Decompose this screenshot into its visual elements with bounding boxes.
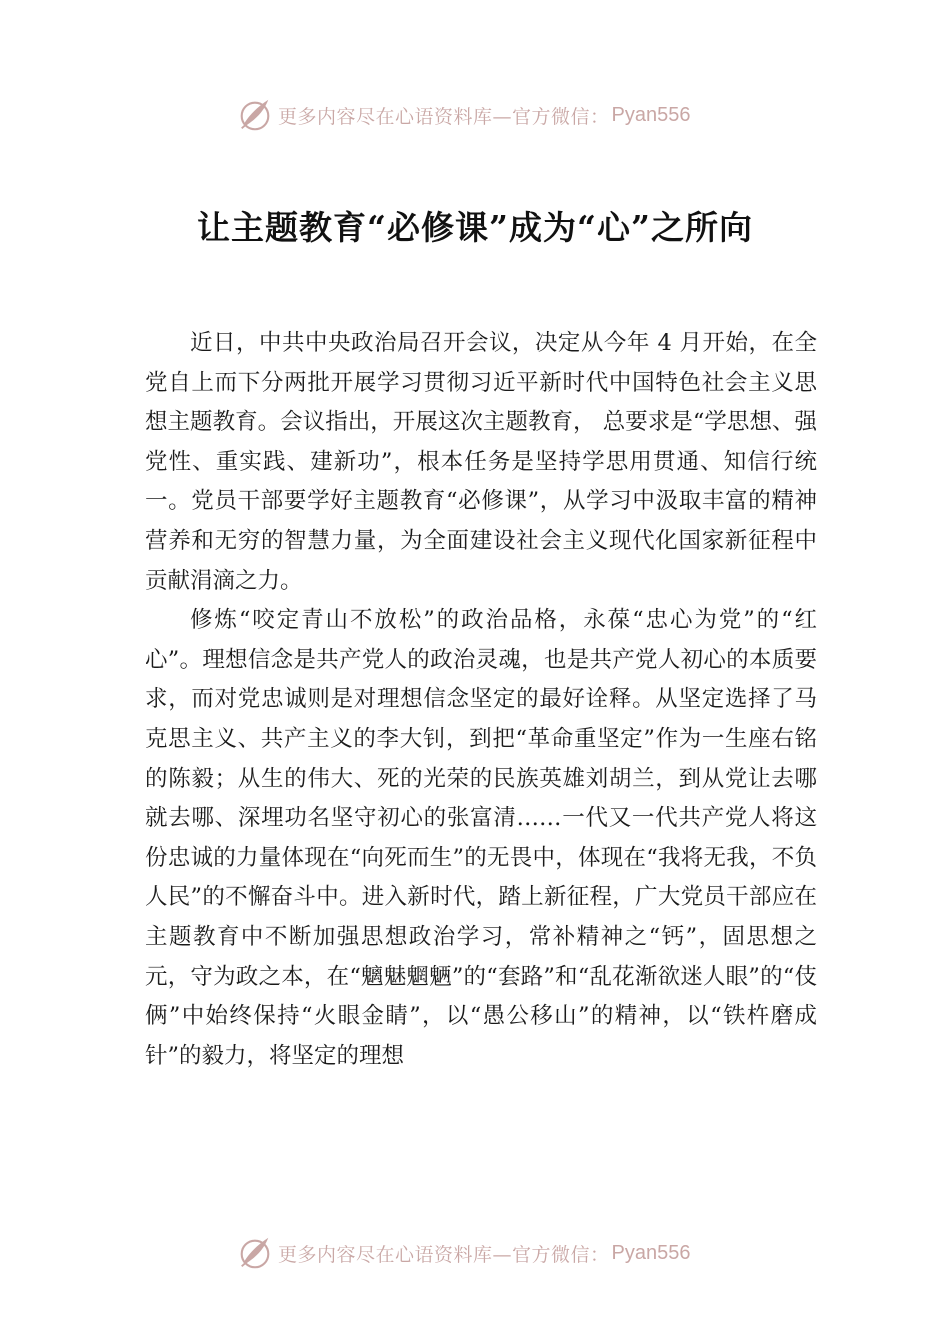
watermark-text: 更多内容尽在心语资料库—官方微信： — [278, 1243, 610, 1266]
quill-logo-icon — [236, 1234, 274, 1272]
watermark-text: 更多内容尽在心语资料库—官方微信： — [278, 105, 610, 128]
watermark-wechat-id: Pyan556 — [611, 1241, 691, 1264]
quill-logo-icon — [236, 96, 274, 134]
watermark-wechat-id: Pyan556 — [611, 103, 691, 126]
header-watermark — [236, 95, 690, 135]
paragraph: 近日，中共中央政治局召开会议，决定从今年 4 月开始，在全党自上而下分两批开展学习贯彻习近平新时代中国特色社会主义思想主题教育。会议指出，开展这次主题教育， 总要求是“学思想、强党性、重实践、建新功”，根本任务是坚持学思用贯通、知信行统一。党员干部要学好主题教育“必修课”，从学习中汲取丰富的精神营养和无穷的智慧力量，为全面建设社会主义现代化国家新征程中贡献涓滴之力。 — [145, 330, 817, 594]
paragraph: 修炼“咬定青山不放松”的政治品格，永葆“忠心为党”的“红心”。理想信念是共产党人的政治灵魂，也是共产党人初心的本质要求，而对党忠诚则是对理想信念坚定的最好诠释。从坚定选择了马克思主义、共产主义的李大钊，到把“革命重坚定”作为一生座右铭的陈毅；从生的伟大、死的光荣的民族英雄刘胡兰，到从党让去哪就去哪、深埋功名坚守初心的张富清……一代又一代共产党人将这份忠诚的力量体现在“向死而生”的无畏中，体现在“我将无我，不负人民”的不懈奋斗中。进入新时代，踏上新征程，广大党员干部应在主题教育中不断加强思想政治学习，常补精神之“钙”，固思想之元，守为政之本，在“魑魅魍魉”的“套路”和“乱花渐欲迷人眼”的“伎俩”中始终保持“火眼金睛”，以“愚公移山”的精神，以“铁杵磨成针”的毅力，将坚定的理想 — [145, 607, 817, 1069]
document-body — [145, 324, 817, 1076]
footer-watermark — [236, 1233, 690, 1273]
document-title: 让主题教育“必修课”成为“心”之所向 — [197, 208, 753, 247]
